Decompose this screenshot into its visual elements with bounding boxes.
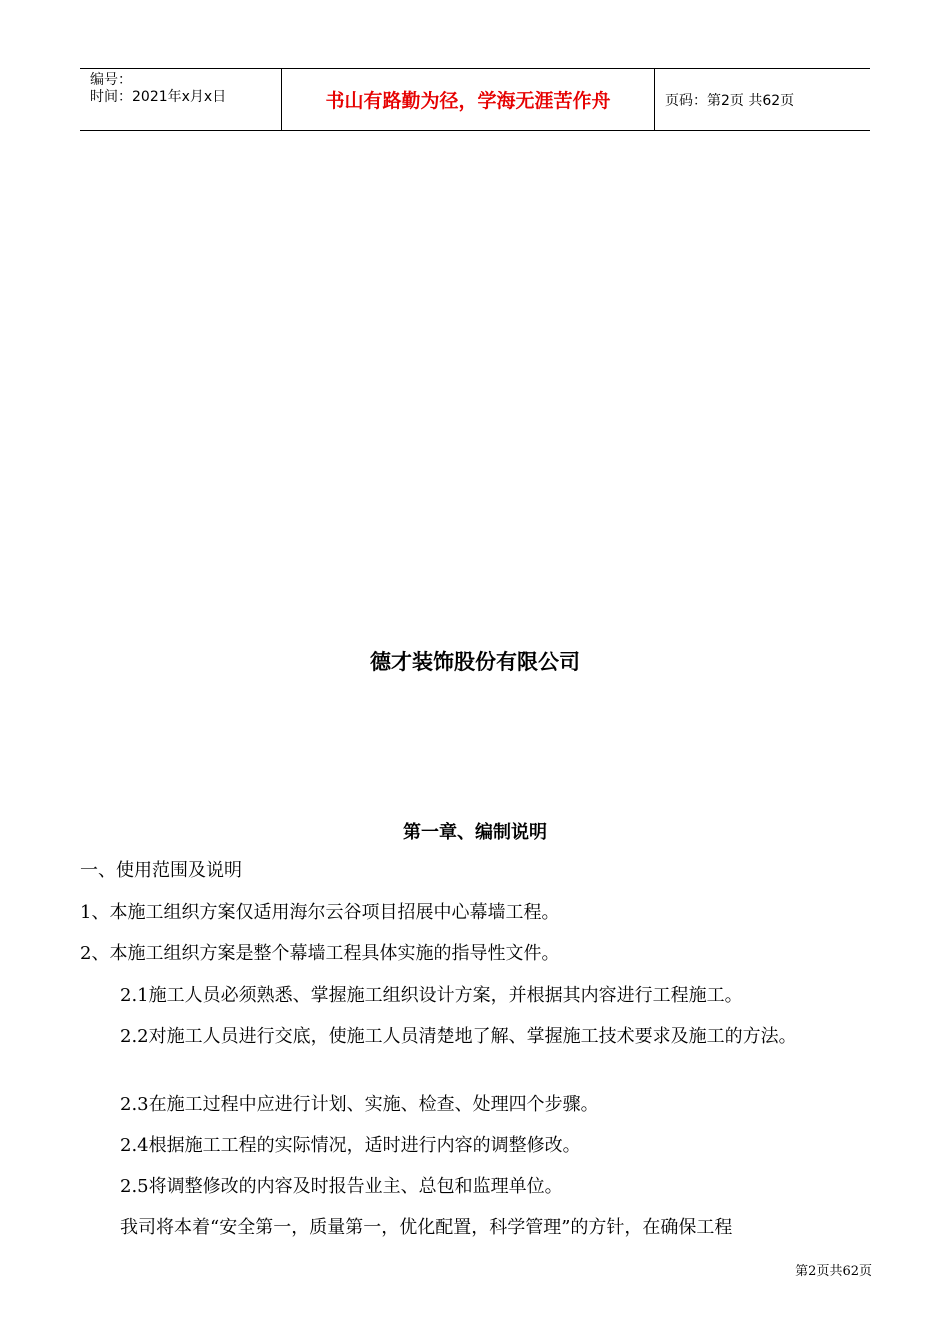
paragraph: 2、本施工组织方案是整个幕墙工程具体实施的指导性文件。 [80, 943, 560, 964]
paragraph: 2.5将调整修改的内容及时报告业主、总包和监理单位。 [120, 1176, 563, 1197]
number-label: 编号： [90, 72, 132, 88]
header-motto: 书山有路勤为径，学海无涯苦作舟 [282, 69, 655, 130]
header-page-number: 页码：第2页 共62页 [665, 92, 795, 109]
paragraph: 1、本施工组织方案仅适用海尔云谷项目招展中心幕墙工程。 [80, 902, 560, 923]
paragraph: 2.2对施工人员进行交底，使施工人员清楚地了解、掌握施工技术要求及施工的方法。 [120, 1026, 797, 1047]
section-heading: 一、使用范围及说明 [80, 860, 242, 881]
paragraph: 2.1施工人员必须熟悉、掌握施工组织设计方案，并根据其内容进行工程施工。 [120, 985, 743, 1006]
paragraph: 2.3在施工过程中应进行计划、实施、检查、处理四个步骤。 [120, 1094, 599, 1115]
chapter-title: 第一章、编制说明 [403, 822, 547, 843]
paragraph: 我司将本着“安全第一，质量第一，优化配置，科学管理”的方针，在确保工程 [120, 1217, 733, 1238]
header-meta [80, 69, 282, 130]
company-name: 德才装饰股份有限公司 [370, 650, 580, 674]
time-label: 时间：2021年x月x日 [90, 89, 227, 105]
page-footer: 第2页共62页 [795, 1264, 872, 1279]
page-header [80, 68, 870, 131]
paragraph: 2.4根据施工工程的实际情况，适时进行内容的调整修改。 [120, 1135, 581, 1156]
